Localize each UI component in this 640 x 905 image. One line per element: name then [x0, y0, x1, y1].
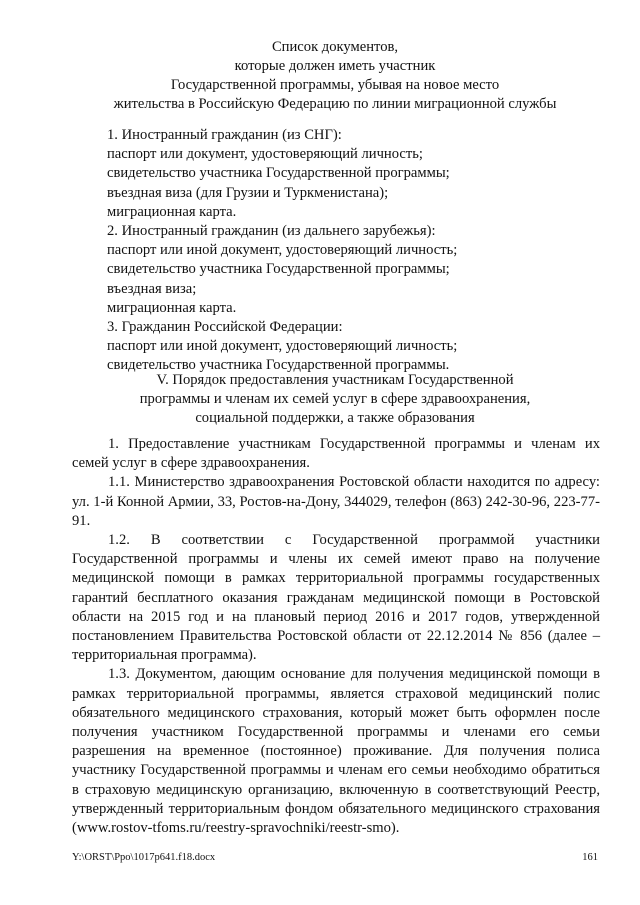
paragraph: 1.3. Документом, дающим основание для получения медицинской помощи в рамках территориальной программы, является страховой медицинский полис обязательного медицинского страхования, который может быть оформлен после получения участником Государственной программы и членами его семьи разрешения на временное (постоянное) проживание. Для получения полиса участнику Государственной программы и членам его семьи необходимо обратиться в страховую медицинскую организацию, включенную в соответствующий Реестр, утвержденный территориальным фондом обязательного медицинского страхования (www.rostov-tfoms.ru/reestry-spravochniki/reestr-smo).: [72, 666, 600, 837]
page-number: 161: [582, 852, 598, 863]
list-item: свидетельство участника Государственной программы;: [107, 165, 450, 182]
list-item: свидетельство участника Государственной программы.: [107, 357, 450, 374]
list-item: въездная виза (для Грузии и Туркменистана);: [107, 184, 389, 201]
footer-file-path: Y:\ORST\Ppo\1017p641.f18.docx: [72, 852, 216, 863]
title-line: жительства в Российскую Федерацию по линии миграционной службы: [113, 96, 557, 112]
list-item: въездная виза;: [107, 280, 197, 297]
body-text: [72, 435, 600, 838]
heading-line: социальной поддержки, а также образования: [195, 410, 475, 426]
list-item: 1. Иностранный гражданин (из СНГ):: [107, 127, 342, 143]
list-item: 2. Иностранный гражданин (из дальнего зарубежья):: [107, 223, 436, 240]
list-item: миграционная карта.: [107, 203, 237, 220]
title-line: которые должен иметь участник: [234, 58, 436, 74]
document-list: [107, 126, 597, 376]
heading-line: V. Порядок предоставления участникам Государственной: [156, 372, 514, 388]
list-item: миграционная карта.: [107, 299, 237, 316]
list-item: паспорт или иной документ, удостоверяющий личность;: [107, 242, 458, 259]
document-title: [70, 38, 600, 114]
paragraph: 1.2. В соответствии с Государственной программой участники Государственной программы и члены их семей имеют право на получение медицинской помощи в рамках территориальной программы государственных гарантий бесплатного оказания гражданам медицинской помощи в Ростовской области на 2015 год и на плановый период 2016 и 2017 годов, утвержденной постановлением Правительства Ростовской области от 22.12.2014 № 856 (далее – территориальная программа).: [72, 532, 600, 664]
list-item: 3. Гражданин Российской Федерации:: [107, 319, 343, 336]
title-line: Список документов,: [271, 39, 399, 55]
list-item: свидетельство участника Государственной программы;: [107, 261, 450, 278]
list-item: паспорт или иной документ, удостоверяющий личность;: [107, 338, 458, 355]
list-item: паспорт или документ, удостоверяющий личность;: [107, 146, 423, 163]
paragraph: 1.1. Министерство здравоохранения Ростовской области находится по адресу: ул. 1-й Конной Армии, 33, Ростов-на-Дону, 344029, телефон (863) 242-30-96, 223-77-91.: [72, 474, 600, 529]
paragraph: 1. Предоставление участникам Государственной программы и членам их семей услуг в сфере здравоохранения.: [72, 436, 600, 472]
heading-line: программы и членам их семей услуг в сфере здравоохранения,: [139, 391, 531, 407]
section-heading: [70, 371, 600, 428]
title-line: Государственной программы, убывая на новое место: [170, 77, 500, 93]
